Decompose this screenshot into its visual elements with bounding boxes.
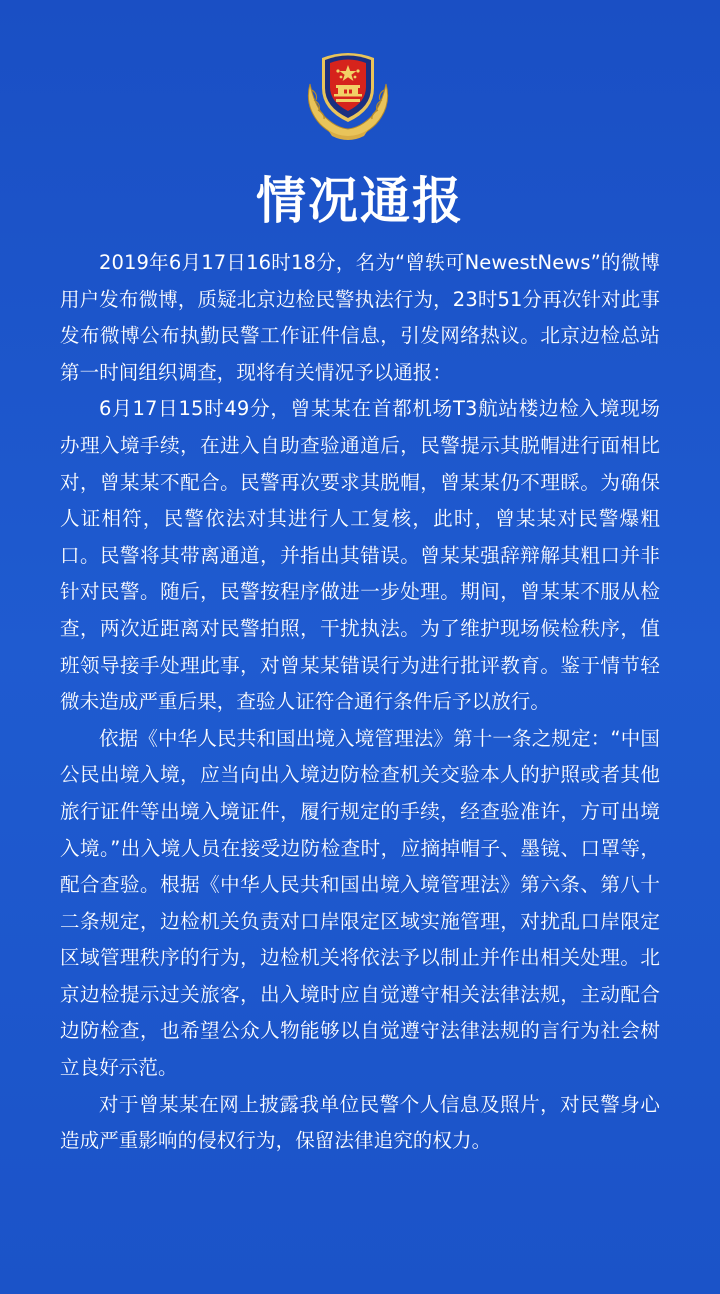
notice-body: [60, 245, 660, 1160]
paragraph-law: 依据《中华人民共和国出境入境管理法》第十一条之规定：“中国公民出境入境，应当向出入境边防检查机关交验本人的护照或者其他旅行证件等出境入境证件，履行规定的手续，经查验准许，方可出境入境。”出入境人员在接受边防检查时，应摘掉帽子、墨镜、口罩等，配合查验。根据《中华人民共和国出境入境管理法》第六条、第八十二条规定，边检机关负责对口岸限定区域实施管理，对扰乱口岸限定区域管理秩序的行为，边检机关将依法予以制止并作出相关处理。北京边检提示过关旅客，出入境时应自觉遵守相关法律法规，主动配合边防检查，也希望公众人物能够以自觉遵守法律法规的言行为社会树立良好示范。: [60, 726, 660, 1080]
page-title: 情况通报: [256, 171, 464, 230]
paragraph-intro: 2019年6月17日16时18分，名为“曾轶可NewestNews”的微博用户发布微博，质疑北京边检民警执法行为，23时51分再次针对此事发布微博公布执勤民警工作证件信息，引发网络热议。北京边检总站第一时间组织调查，现将有关情况予以通报：: [60, 251, 660, 384]
paragraph-incident: 6月17日15时49分，曾某某在首都机场T3航站楼边检入境现场办理入境手续，在进入自助查验通道后，民警提示其脱帽进行面相比对，曾某某不配合。民警再次要求其脱帽，曾某某仍不理睬。为确保人证相符，民警依法对其进行人工复核，此时，曾某某对民警爆粗口。民警将其带离通道，并指出其错误。曾某某强辞辩解其粗口并非针对民警。随后，民警按程序做进一步处理。期间，曾某某不服从检查，两次近距离对民警拍照，干扰执法。为了维护现场候检秩序，值班领导接手处理此事，对曾某某错误行为进行批评教育。鉴于情节轻微未造成严重后果，查验人证符合通行条件后予以放行。: [60, 397, 660, 714]
paragraph-reservation: 对于曾某某在网上披露我单位民警个人信息及照片，对民警身心造成严重影响的侵权行为，保留法律追究的权力。: [60, 1092, 660, 1153]
police-emblem-icon: [298, 44, 398, 144]
